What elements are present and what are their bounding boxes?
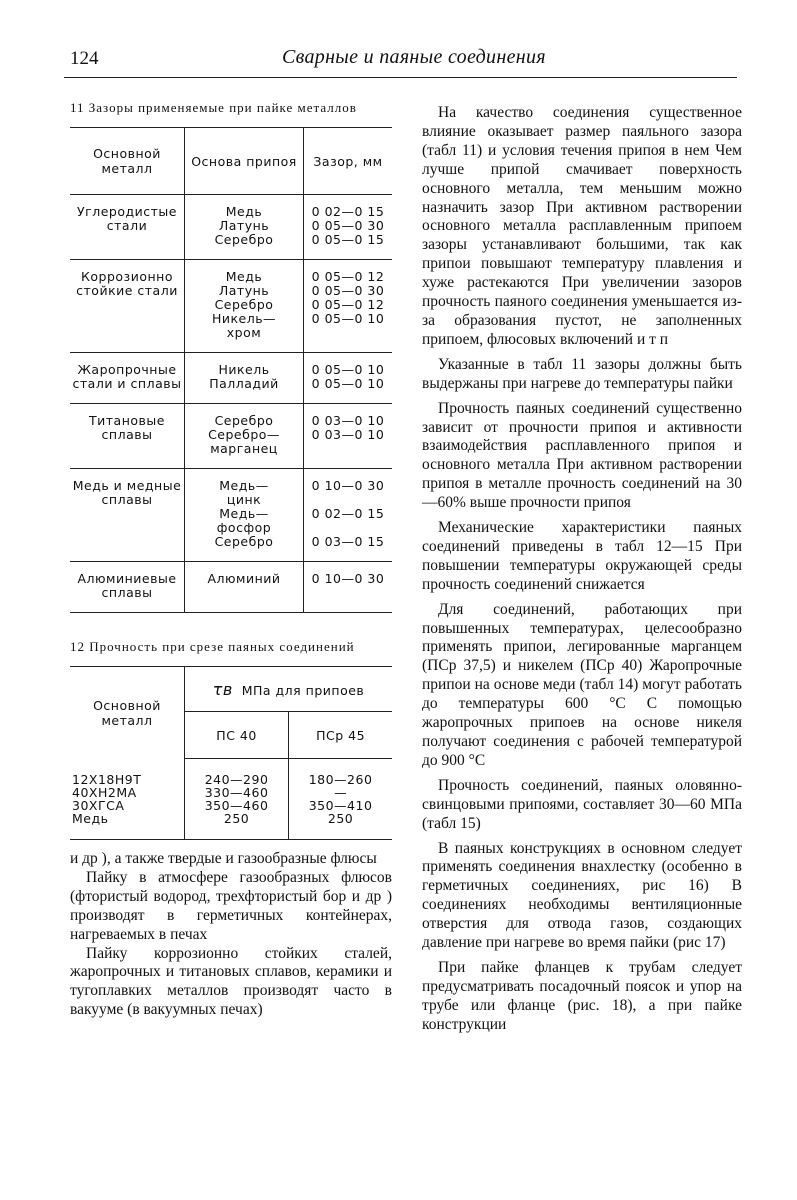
table-11-gap-line: 0 03—0 15	[311, 534, 385, 549]
table-12-ps40-value: 330—460	[204, 785, 269, 800]
table-12-header-psr45: ПСр 45	[289, 712, 392, 759]
table-11-base-line: Медь—	[219, 478, 269, 493]
table-11-gap-cell	[304, 404, 393, 469]
table-11-base-cell	[185, 353, 304, 404]
running-title: Сварные и паяные соединения	[282, 46, 546, 68]
table-11-gap-line: 0 05—0 10	[311, 376, 385, 391]
table-11-base-line: Никель—	[211, 311, 277, 326]
right-paragraph-1: На качество соединения существенное влияние оказывает размер паяльного зазора (табл 11) и условия течения припоя в нем Чем лучше припой смачивает поверхность основного металла, тем меньшим можно назначить зазор При активном растворении основного металла расплавленным припоем зазоры устанавливают большими, так как припои повышают температуру плавления и хуже растекаются При увеличении зазоров прочность паяного соединения уменьшается из-за образования пустот, не заполненных припоем, флюсовых включений и т п	[422, 104, 742, 348]
table-11-base-line: Медь—	[219, 506, 269, 521]
left-column	[70, 100, 392, 1020]
table-11-caption: 11 Зазоры применяемые при пайке металлов	[70, 100, 357, 115]
table-11-base-line: Латунь	[218, 283, 270, 298]
table-11-metal-cell: Титановые сплавы	[70, 404, 185, 469]
table-12-data-row	[70, 759, 392, 840]
table-12-psr45-cell	[289, 759, 392, 840]
right-paragraph-8: При пайке фланцев к трубам следует предусматривать посадочный поясок и упор на трубе или фланце (рис. 18), а при пайке конструкции	[422, 958, 742, 1033]
table-11-gap-cell	[304, 469, 393, 562]
table-12-ps40-value: 250	[223, 811, 250, 826]
table-12-psr45-value: —	[334, 785, 348, 800]
table-12-metal-name: 40ХН2МА	[72, 784, 137, 800]
table-11-gap-line: 0 05—0 10	[311, 362, 385, 377]
table-11-metal-cell: Жаропрочные стали и сплавы	[70, 353, 185, 404]
right-paragraph-5: Для соединений, работающих при повышенных температурах, целесообразно применять припои, легированные марганцем (ПСр 37,5) и никелем (ПСр 40) Жаропрочные припои на основе меди (табл 14) могут работать до температуры 600 °С С помощью жаропрочных припоев на основе никеля получают соединения с рабочей температурой до 900 °С	[422, 600, 742, 769]
table-11-gap-line: 0 03—0 10	[311, 427, 385, 442]
table-11-base-line: марганец	[210, 441, 278, 456]
table-11-header-base: Основа припоя	[185, 128, 304, 195]
table-11-gap-line: 0 10—0 30	[311, 478, 385, 493]
table-11-gap-cell	[304, 260, 393, 353]
table-12-header-ps40: ПС 40	[185, 712, 289, 759]
table-12-ps40-value: 350—460	[204, 798, 269, 813]
table-12	[70, 666, 392, 840]
table-11-body	[70, 195, 392, 613]
table-11-base-line: Палладий	[209, 376, 279, 391]
tau-symbol: τв	[212, 679, 233, 699]
right-paragraph-2: Указанные в табл 11 зазоры должны быть выдержаны при нагреве до температуры пайки	[422, 355, 742, 392]
table-11-base-cell	[185, 404, 304, 469]
table-12-metal-name: Медь	[72, 810, 109, 826]
table-11-header-metal: Основной металл	[70, 128, 185, 195]
table-11-base-line: Серебро	[214, 232, 274, 247]
left-paragraph-1: и др ), а также твердые и газообразные флюсы	[70, 850, 377, 867]
table-11-metal-cell: Углеродистые стали	[70, 195, 185, 260]
table-11-header-gap: Зазор, мм	[304, 128, 393, 195]
table-11-base-cell	[185, 469, 304, 562]
table-11-base-line: Медь	[225, 269, 263, 284]
table-12-caption: 12 Прочность при срезе паяных соединений	[70, 639, 355, 654]
table-11-gap-line: 0 05—0 10	[311, 311, 385, 326]
table-11-base-line: Медь	[225, 204, 263, 219]
table-11-base-cell	[185, 195, 304, 260]
right-paragraph-6: Прочность соединений, паяных оловянно-свинцовыми припоями, составляет 30—60 МПа (табл 15)	[422, 776, 742, 832]
table-11-gap-line: 0 05—0 30	[311, 283, 385, 298]
table-11	[70, 127, 392, 613]
table-11-row	[70, 562, 392, 613]
page-number: 124	[70, 48, 99, 69]
table-11-base-line: цинк	[226, 492, 262, 507]
table-11-gap-line: 0 03—0 10	[311, 413, 385, 428]
table-11-row	[70, 353, 392, 404]
table-12-metal-name: 12Х18Н9Т	[72, 771, 142, 787]
table-11-gap-line: 0 02—0 15	[311, 506, 385, 521]
table-11-gap-line	[306, 521, 390, 535]
table-11-gap-line: 0 05—0 30	[311, 218, 385, 233]
table-12-metal-name: 30ХГСА	[72, 797, 125, 813]
table-11-base-line: Серебро—	[208, 427, 280, 442]
table-11-gap-cell	[304, 562, 393, 613]
right-paragraph-4: Механические характеристики паяных соединений приведены в табл 12—15 При повышении температуры окружающей среды прочность соединений снижается	[422, 519, 742, 593]
table-11-metal-cell: Медь и медные сплавы	[70, 469, 185, 562]
table-11-gap-line: 0 05—0 12	[311, 297, 385, 312]
table-11-metal-cell: Алюминиевые сплавы	[70, 562, 185, 613]
table-11-row	[70, 469, 392, 562]
table-12-header-metal: Основной металл	[70, 667, 185, 759]
table-11-gap-line: 0 05—0 12	[311, 269, 385, 284]
table-11-row	[70, 404, 392, 469]
table-11-gap-line: 0 10—0 30	[311, 571, 385, 586]
table-11-gap-line: 0 02—0 15	[311, 204, 385, 219]
table-11-row	[70, 195, 392, 260]
table-12-ps40-value: 240—290	[204, 772, 269, 787]
table-11-gap-cell	[304, 353, 393, 404]
table-11-base-cell	[185, 260, 304, 353]
table-11-base-line: Алюминий	[207, 571, 281, 586]
table-12-psr45-value: 180—260	[308, 772, 373, 787]
table-11-gap-line: 0 05—0 15	[311, 232, 385, 247]
right-paragraph-7: В паяных конструкциях в основном следует применять соединения внахлестку (особенно в герметичных соединениях, рис 16) В соединениях необходимы вентиляционные отверстия для отвода газов, создающих давление при нагреве во время пайки (рис 17)	[422, 839, 742, 952]
header-rule	[64, 77, 737, 78]
right-column	[422, 104, 742, 1035]
table-11-base-line: Латунь	[218, 218, 270, 233]
table-12-header-group	[185, 667, 393, 712]
table-12-header-group-label: МПа для припоев	[241, 682, 365, 698]
table-11-metal-cell: Коррозионно стойкие стали	[70, 260, 185, 353]
table-11-base-line: Серебро	[214, 413, 274, 428]
table-11-base-line: фосфор	[216, 520, 272, 535]
right-paragraph-3: Прочность паяных соединений существенно зависит от прочности припоя и активности взаимодействия расплавленного припоя и основного металла При активном растворении припоя в металле прочность соединений на 30—60% выше прочности припоя	[422, 399, 742, 512]
table-11-base-line: Серебро	[214, 534, 274, 549]
table-11-base-cell	[185, 562, 304, 613]
table-11-row	[70, 260, 392, 353]
table-11-gap-line	[306, 326, 390, 340]
table-12-psr45-value: 350—410	[308, 798, 373, 813]
table-11-gap-line	[306, 493, 390, 507]
left-paragraph-3: Пайку коррозионно стойких сталей, жаропрочных и титановых сплавов, керамики и тугоплавких металлов производят часто в вакууме (в вакуумных печах)	[70, 944, 392, 1019]
table-11-gap-cell	[304, 195, 393, 260]
table-11-gap-line	[306, 442, 390, 456]
table-11-base-line: Никель	[218, 362, 270, 377]
left-paragraph-2: Пайку в атмосфере газообразных флюсов (фтористый водород, трехфтористый бор и др ) производят в герметичных контейнерах, нагреваемых в печах	[70, 868, 392, 943]
table-12-psr45-value: 250	[327, 811, 354, 826]
table-11-base-line: хром	[226, 325, 262, 340]
table-12-metals-cell	[70, 759, 185, 840]
table-11-base-line: Серебро	[214, 297, 274, 312]
table-12-ps40-cell	[185, 759, 289, 840]
